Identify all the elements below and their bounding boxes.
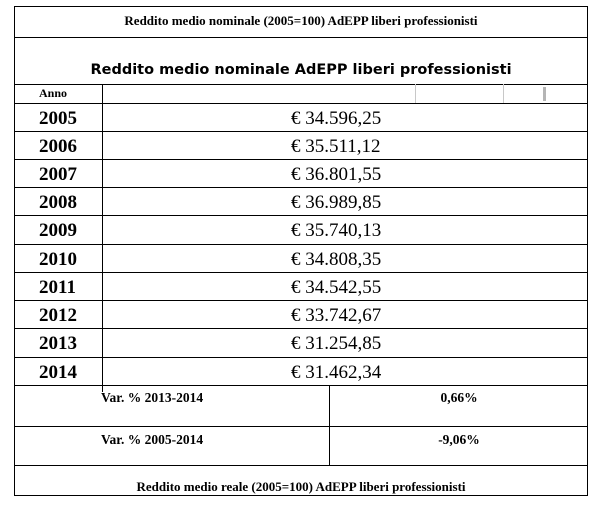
year-cell: 2009 [39, 220, 77, 241]
value-cell: € 31.254,85 [291, 333, 382, 354]
year-cell: 2006 [39, 136, 77, 157]
value-cell: € 34.542,55 [291, 277, 382, 298]
row-divider [15, 385, 587, 386]
value-cell: € 36.989,85 [291, 192, 382, 213]
row-divider [15, 465, 587, 466]
year-cell: 2014 [39, 362, 77, 383]
income-table [14, 6, 588, 496]
row-divider [15, 215, 587, 216]
row-divider [15, 187, 587, 188]
year-cell: 2010 [39, 249, 77, 270]
value-cell: € 36.801,55 [291, 164, 382, 185]
value-cell: € 34.808,35 [291, 249, 382, 270]
cell-marker [543, 87, 546, 101]
year-column-header: Anno [39, 86, 68, 100]
row-divider [15, 426, 587, 427]
variation-label: Var. % 2013-2014 [101, 390, 204, 405]
value-cell: € 35.740,13 [291, 220, 382, 241]
divider [15, 103, 587, 104]
row-divider [15, 131, 587, 132]
year-cell: 2005 [39, 108, 77, 129]
divider [15, 84, 587, 85]
row-divider [15, 357, 587, 358]
row-divider [15, 244, 587, 245]
year-cell: 2011 [39, 277, 76, 298]
year-cell: 2012 [39, 305, 77, 326]
column-divider [329, 385, 330, 465]
year-cell: 2008 [39, 192, 77, 213]
row-divider [15, 300, 587, 301]
year-cell: 2013 [39, 333, 77, 354]
value-cell: € 31.462,34 [291, 362, 382, 383]
variation-label: Var. % 2005-2014 [101, 432, 204, 447]
row-divider [15, 272, 587, 273]
variation-value: -9,06% [438, 432, 480, 447]
table-footer-title: Reddito medio reale (2005=100) AdEPP liberi professionisti [136, 479, 466, 494]
column-divider [503, 84, 504, 103]
year-cell: 2007 [39, 164, 77, 185]
variation-value: 0,66% [440, 390, 478, 405]
value-cell: € 34.596,25 [291, 108, 382, 129]
row-divider [15, 159, 587, 160]
column-divider [415, 84, 416, 103]
embedded-table-title: Reddito medio nominale AdEPP liberi professionisti [90, 62, 512, 78]
value-cell: € 35.511,12 [291, 136, 381, 157]
divider [15, 37, 587, 38]
value-cell: € 33.742,67 [291, 305, 382, 326]
table-header-title: Reddito medio nominale (2005=100) AdEPP liberi professionisti [124, 13, 478, 28]
row-divider [15, 328, 587, 329]
